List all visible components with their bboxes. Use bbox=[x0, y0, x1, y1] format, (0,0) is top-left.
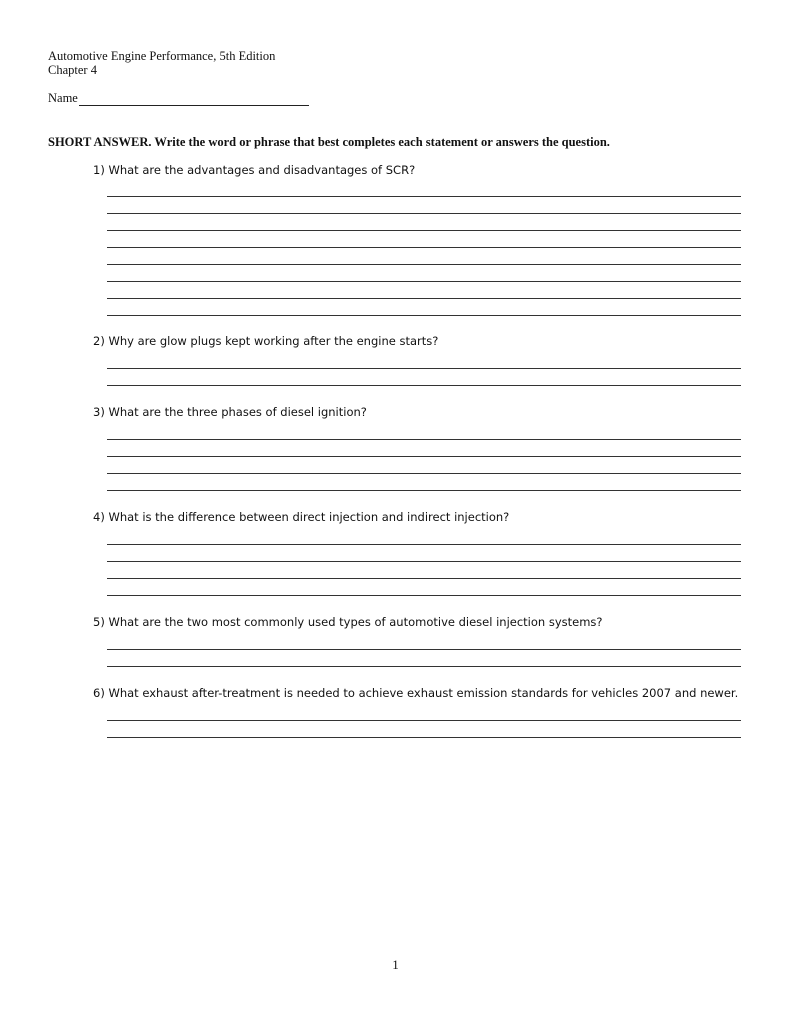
answer-line[interactable] bbox=[107, 544, 741, 545]
instructions-text: SHORT ANSWER. Write the word or phrase that best completes each statement or answers the question. bbox=[48, 135, 610, 149]
answer-line[interactable] bbox=[107, 368, 741, 369]
answer-line[interactable] bbox=[107, 385, 741, 386]
answer-line[interactable] bbox=[107, 196, 741, 197]
answer-line[interactable] bbox=[107, 264, 741, 265]
name-label: Name bbox=[48, 91, 78, 105]
answer-line[interactable] bbox=[107, 473, 741, 474]
name-field-row bbox=[48, 91, 309, 106]
question-6-text: 6) What exhaust after-treatment is needed to achieve exhaust emission standards for vehicles 2007 and newer. bbox=[93, 686, 739, 700]
answer-line[interactable] bbox=[107, 213, 741, 214]
document-header bbox=[48, 49, 275, 77]
question-3-text: 3) What are the three phases of diesel ignition? bbox=[93, 405, 367, 419]
name-input-line[interactable] bbox=[79, 93, 309, 106]
answer-line[interactable] bbox=[107, 247, 741, 248]
answer-line[interactable] bbox=[107, 561, 741, 562]
question-2-text: 2) Why are glow plugs kept working after the engine starts? bbox=[93, 334, 439, 348]
answer-line[interactable] bbox=[107, 666, 741, 667]
book-title: Automotive Engine Performance, 5th Edition bbox=[48, 49, 276, 63]
answer-line[interactable] bbox=[107, 649, 741, 650]
answer-line[interactable] bbox=[107, 281, 741, 282]
question-5-text: 5) What are the two most commonly used types of automotive diesel injection systems? bbox=[93, 615, 603, 629]
answer-line[interactable] bbox=[107, 737, 741, 738]
chapter-label: Chapter 4 bbox=[48, 63, 97, 77]
answer-line[interactable] bbox=[107, 439, 741, 440]
answer-line[interactable] bbox=[107, 230, 741, 231]
answer-line[interactable] bbox=[107, 595, 741, 596]
page-number: 1 bbox=[392, 957, 399, 972]
answer-line[interactable] bbox=[107, 456, 741, 457]
answer-line[interactable] bbox=[107, 578, 741, 579]
answer-line[interactable] bbox=[107, 720, 741, 721]
answer-line[interactable] bbox=[107, 298, 741, 299]
answer-line[interactable] bbox=[107, 315, 741, 316]
answer-line[interactable] bbox=[107, 490, 741, 491]
question-4-text: 4) What is the difference between direct injection and indirect injection? bbox=[93, 510, 510, 524]
question-1-text: 1) What are the advantages and disadvantages of SCR? bbox=[93, 163, 416, 177]
